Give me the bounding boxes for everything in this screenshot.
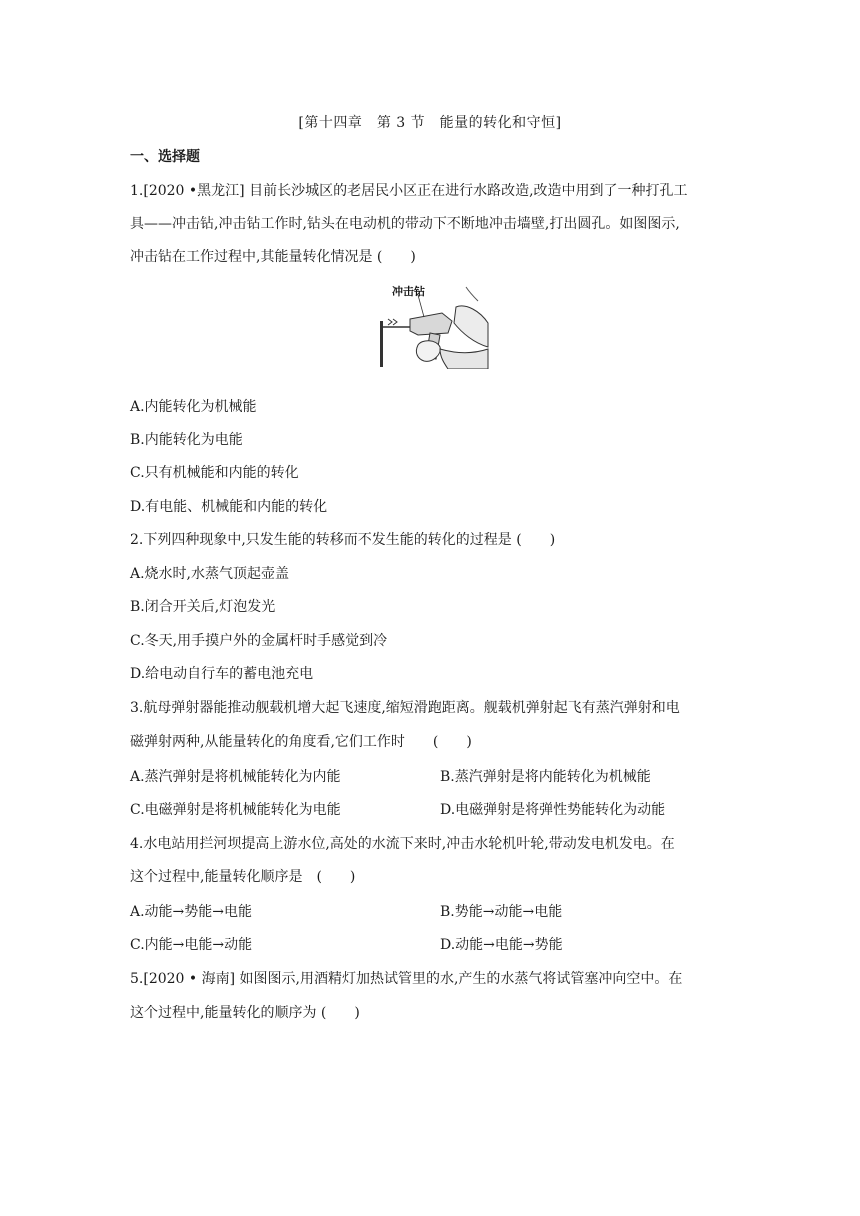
q4-option-b: B.势能→动能→电能 [440, 904, 563, 920]
q2-stem-line1: 2.下列四种现象中,只发生能的转移而不发生能的转化的过程是 ( ) [130, 532, 556, 548]
q4-option-a: A.动能→势能→电能 [130, 904, 253, 920]
q2-option-c: C.冬天,用手摸户外的金属杆时手感觉到冷 [130, 633, 388, 649]
q1-stem-line2: 具——冲击钻,冲击钻工作时,钻头在电动机的带动下不断地冲击墙壁,打出圆孔。如图图示, [130, 216, 680, 232]
drill-body [410, 313, 452, 335]
q3-option-c: C.电磁弹射是将机械能转化为电能 [130, 802, 341, 818]
q2-option-d: D.给电动自行车的蓄电池充电 [130, 666, 314, 682]
q4-stem-line2: 这个过程中,能量转化顺序是 ( ) [130, 869, 356, 885]
q5-stem-line1: 5.[2020 • 海南] 如图图示,用酒精灯加热试管里的水,产生的水蒸气将试管塞冲向空中。在 [130, 971, 683, 987]
sleeve-line [466, 287, 478, 301]
q3-option-a: A.蒸汽弹射是将机械能转化为内能 [130, 769, 341, 785]
q2-option-b: B.闭合开关后,灯泡发光 [130, 599, 276, 615]
q1-option-b: B.内能转化为电能 [130, 432, 243, 448]
q1-option-c: C.只有机械能和内能的转化 [130, 465, 299, 481]
hand [416, 341, 440, 362]
q3-stem-line1: 3.航母弹射器能推动舰载机增大起飞速度,缩短滑跑距离。舰载机弹射起飞有蒸汽弹射和电 [130, 700, 680, 716]
q4-option-c: C.内能→电能→动能 [130, 937, 253, 953]
wall [380, 321, 383, 367]
shoulder [454, 306, 488, 347]
q3-option-d: D.电磁弹射是将弹性势能转化为动能 [440, 802, 666, 818]
q5-stem-line2: 这个过程中,能量转化的顺序为 ( ) [130, 1005, 360, 1021]
q3-option-b: B.蒸汽弹射是将内能转化为机械能 [440, 769, 651, 785]
q1-stem-line1: 1.[2020 •黑龙江] 目前长沙城区的老居民小区正在进行水路改造,改造中用到了一种打孔工 [130, 183, 688, 199]
q1-option-d: D.有电能、机械能和内能的转化 [130, 499, 328, 515]
arm [440, 349, 488, 369]
section-title: 一、选择题 [130, 149, 200, 165]
q4-option-d: D.动能→电能→势能 [440, 937, 563, 953]
impact-drill-figure [370, 283, 490, 369]
q1-stem-line3: 冲击钻在工作过程中,其能量转化情况是 ( ) [130, 249, 416, 265]
q2-option-a: A.烧水时,水蒸气顶起壶盖 [130, 566, 290, 582]
chapter-header: [第十四章 第 3 节 能量的转化和守恒] [298, 115, 562, 131]
drill-label: 冲击钻 [392, 285, 425, 298]
impact-marks [388, 319, 397, 325]
q3-stem-line2: 磁弹射两种,从能量转化的角度看,它们工作时 ( ) [130, 734, 472, 750]
q4-stem-line1: 4.水电站用拦河坝提高上游水位,高处的水流下来时,冲击水轮机叶轮,带动发电机发电。在 [130, 836, 675, 852]
q1-option-a: A.内能转化为机械能 [130, 399, 257, 415]
label-pointer [418, 295, 424, 317]
